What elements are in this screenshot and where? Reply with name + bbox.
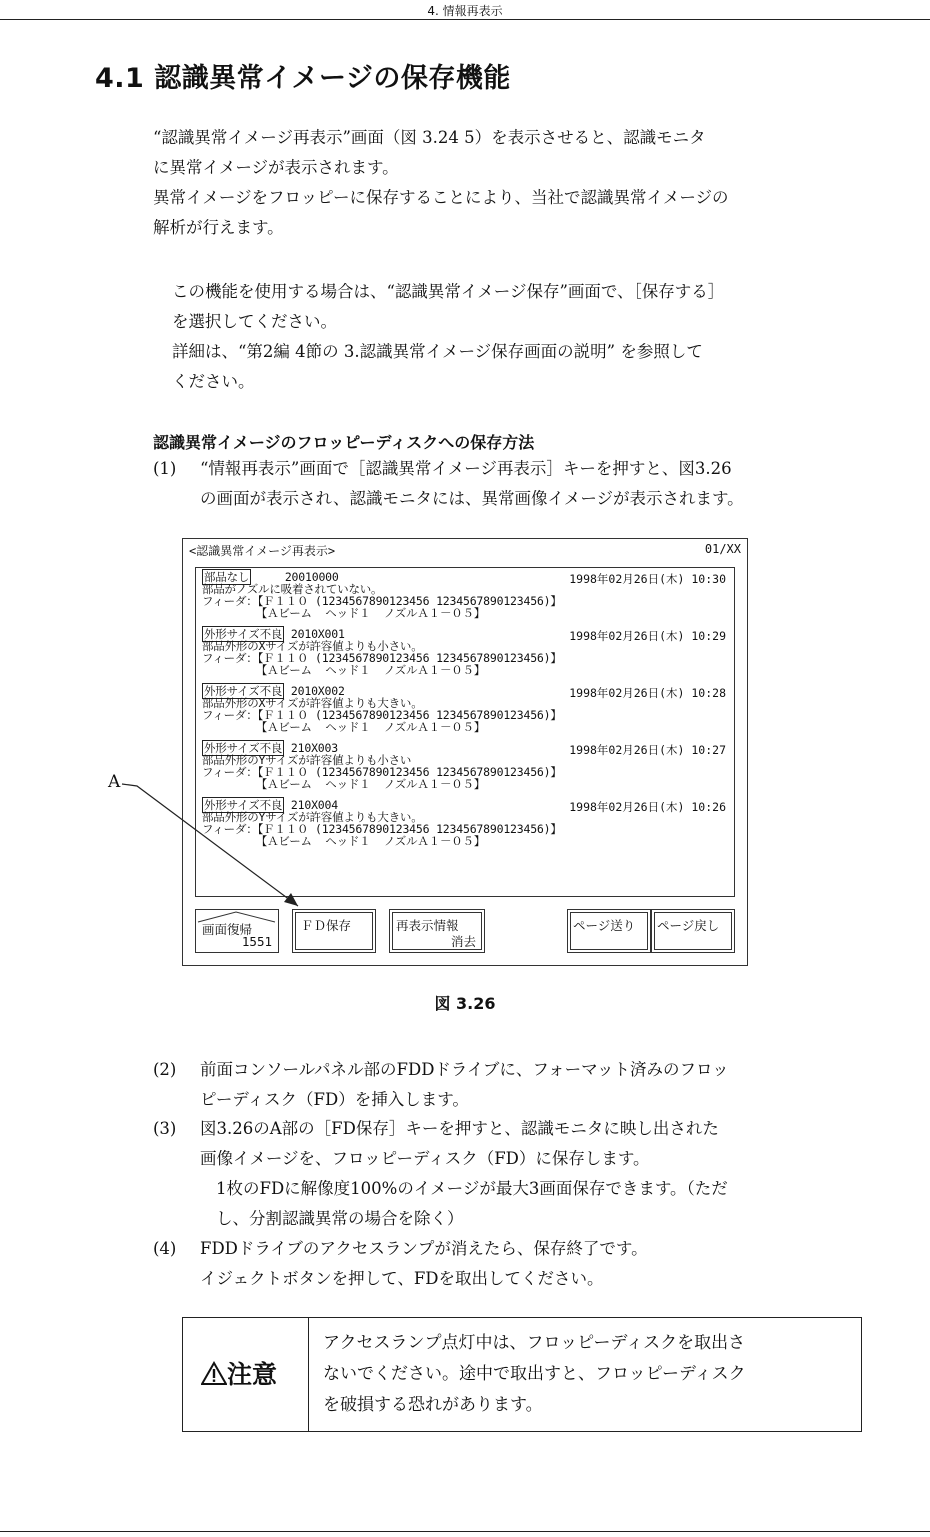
feeder-info: フィーダ：【Ｆ１１０ (1234567890123456 1234567890123456)】 [202,708,562,722]
running-header: 4. 情報再表示 [427,4,503,18]
step-note-line: し、分割認識異常の場合を除く） [216,1209,464,1228]
warning-triangle-icon [201,1361,227,1385]
page-forward-label: ページ送り [573,918,636,933]
step-3-text [200,1114,728,1234]
error-code: 210X004 [284,798,338,812]
head-info: 【Ａビーム ヘッド１ ノズルＡ１－０５】 [202,834,486,848]
error-message: 部品外形のYサイズが許容値よりも大きい。 [202,810,423,824]
caution-text [323,1328,843,1421]
page-back-label: ページ戻し [657,918,720,933]
screen-page-indicator: 01/XX [704,542,741,556]
step-line: 画像イメージを、フロッピーディスク（FD）に保存します。 [200,1149,650,1168]
error-code: 2010X001 [284,627,345,641]
caution-line: ないでください。途中で取出すと、フロッピーディスク [323,1364,746,1384]
caution-line: アクセスランプ点灯中は、フロッピーディスクを取出さ [323,1333,746,1353]
callout-label-a: A [108,772,121,792]
caution-label-text: 注意 [227,1360,278,1389]
restore-label: 画面復帰 [202,922,253,937]
head-info: 【Ａビーム ヘッド１ ノズルＡ１－０５】 [202,720,486,734]
caution-line: を破損する恐れがあります。 [323,1395,543,1415]
head-info: 【Ａビーム ヘッド１ ノズルＡ１－０５】 [202,663,486,677]
clear-info-label-1: 再表示情報 [396,918,459,933]
note-line: を選択してください。 [172,312,337,331]
step-number: (3) [153,1119,177,1138]
note-line: 詳細は、“第2編 4節の 3.認識異常イメージ保存画面の説明” を参照して [172,342,703,361]
step-line: イジェクトボタンを押して、FDを取出してください。 [200,1269,604,1288]
step-note-line: 1枚のFDに解像度100%のイメージが最大3画面保存できます。（ただ [216,1179,728,1198]
clear-info-label-2: 消去 [450,934,476,949]
error-tag: 外形サイズ不良 [204,741,283,755]
error-message: 部品外形のYサイズが許容値よりも小さい [202,753,412,767]
error-code: 20010000 [251,570,339,584]
caution-label [201,1355,277,1391]
error-code: 2010X002 [284,684,345,698]
timestamp: 1998年02月26日(木) 10:29 [569,629,726,643]
footer-rule [0,1531,930,1532]
error-message: 部品がノズルに吸着されていない。 [202,582,383,596]
note-line: ください。 [172,372,255,391]
intro-line: 異常イメージをフロッピーに保存することにより、当社で認識異常イメージの [153,188,729,207]
figure-caption: 図 3.26 [434,994,496,1013]
step-line: 前面コンソールパネル部のFDDドライブに、フォーマット済みのフロッ [200,1060,729,1079]
error-tag: 部品なし [204,570,250,584]
timestamp: 1998年02月26日(木) 10:30 [569,572,726,586]
fd-save-label: ＦＤ保存 [301,918,352,933]
feeder-info: フィーダ：【Ｆ１１０ (1234567890123456 1234567890123456)】 [202,765,562,779]
step-number: (2) [153,1060,177,1079]
caution-box [182,1317,862,1432]
feeder-info: フィーダ：【Ｆ１１０ (1234567890123456 1234567890123456)】 [202,822,562,836]
error-tag: 外形サイズ不良 [204,798,283,812]
procedure-heading: 認識異常イメージのフロッピーディスクへの保存方法 [153,433,535,452]
screen-title: <認識異常イメージ再表示> [189,544,336,558]
head-info: 【Ａビーム ヘッド１ ノズルＡ１－０５】 [202,606,486,620]
feeder-info: フィーダ：【Ｆ１１０ (1234567890123456 1234567890123456)】 [202,594,562,608]
step-line: の画面が表示され、認識モニタには、異常画像イメージが表示されます。 [200,489,744,508]
caution-divider [308,1318,309,1431]
step-2-text [200,1055,729,1115]
head-info: 【Ａビーム ヘッド１ ノズルＡ１－０５】 [202,777,486,791]
intro-line: に異常イメージが表示されます。 [153,158,399,177]
step-number: (1) [153,459,177,478]
intro-line: “認識異常イメージ再表示”画面（図 3.24 5）を表示させると、認識モニタ [153,128,706,147]
timestamp: 1998年02月26日(木) 10:26 [569,800,726,814]
step-line: 図3.26のA部の［FD保存］キーを押すと、認識モニタに映し出された [200,1119,719,1138]
intro-line: 解析が行えます。 [153,218,284,237]
step-line: “情報再表示”画面で［認識異常イメージ再表示］キーを押すと、図3.26 [200,459,732,478]
section-title: 4.1 認識異常イメージの保存機能 [95,63,511,94]
error-message: 部品外形のXサイズが許容値よりも小さい。 [202,639,423,653]
error-code: 210X003 [284,741,338,755]
timestamp: 1998年02月26日(木) 10:27 [569,743,726,757]
step-line: FDDドライブのアクセスランプが消えたら、保存終了です。 [200,1239,648,1258]
step-number: (4) [153,1239,177,1258]
restore-number: 1551 [241,934,272,949]
error-message: 部品外形のXサイズが許容値よりも大きい。 [202,696,423,710]
error-tag: 外形サイズ不良 [204,684,283,698]
step-4-text [200,1234,648,1294]
timestamp: 1998年02月26日(木) 10:28 [569,686,726,700]
feeder-info: フィーダ：【Ｆ１１０ (1234567890123456 1234567890123456)】 [202,651,562,665]
error-tag: 外形サイズ不良 [204,627,283,641]
note-line: この機能を使用する場合は、“認識異常イメージ保存”画面で、［保存する］ [172,282,725,301]
step-line: ピーディスク（FD）を挿入します。 [200,1090,469,1109]
